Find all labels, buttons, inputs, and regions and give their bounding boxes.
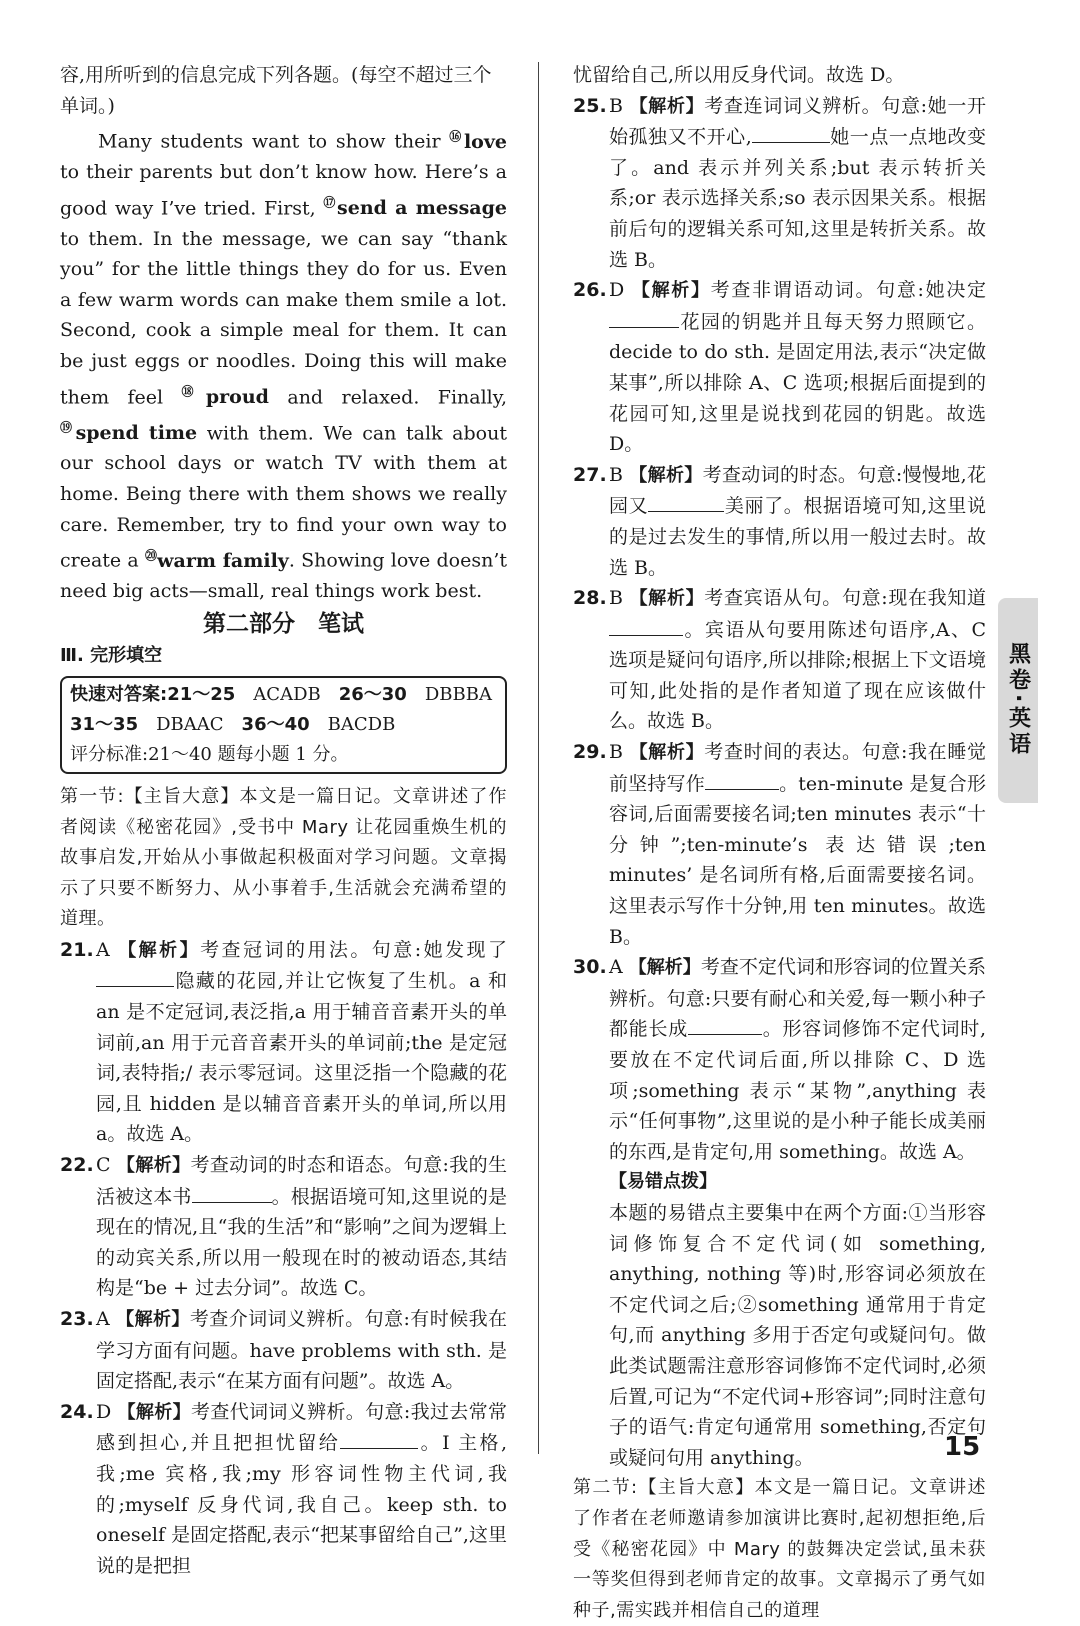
answer-blank [705,771,779,790]
error-tip-body: 本题的易错点主要集中在两个方面:①当形容词修饰复合不定代词(如 something, anything, nothing 等)时,形容词必须放在不定代词之后;②something 通常用于肯定句,而 anything 多用于否定句或疑问句。做此类试题需注意形容词修饰不定代词时,必须后置,可记为“不定代词+形容词”;同时注意句子的语气:肯定句通常用 something,否定句或疑问句用 anything。 [609,1201,986,1469]
column-divider [538,62,539,1454]
question-22: 22. C 【解析】考查动词的时态和语态。句意:我的生活被这本书 。根据语境可知,这里说的是现在的情况,且“我的生活”和“影响”之间为逻辑上的动宾关系,所以用一般现在时的被动语态,其结构是“be + 过去分词”。故选 C。 [60,1154,508,1300]
q24-continuation: 忧留给自己,所以用反身代词。故选 D。 [573,64,905,86]
listening-instruction: 容,用所听到的信息完成下列各题。(每空不超过三个 [60,64,492,86]
question-21: 21. A 【解析】考查冠词的用法。句意:她发现了隐藏的花园,并让它恢复了生机。a 和 an 是不定冠词,表泛指,a 用于辅音音素开头的单词前,an 用于元音音素开头的单词前;the 是定冠词,表特指;/ 表示零冠词。这里泛指一个隐藏的花园,且 hidden 是以辅音音素开头的单词,所以用 a。故选 A。 [60,938,508,1146]
question-30: 30. A 【解析】考查不定代词和形容词的位置关系辨析。句意:只要有耐心和关爱,每一颗小种子都能长成 。形容词修饰不定代词时,要放在不定代词后面,所以排除 C、D 选项;something 表示“某物”,anything 表示“任何事物”,这里说的是小种子能长成美丽的东西,是肯定句,用 something。故选 A。 【易错点拨】 本题的易错点主要集中在两个方面:①当形容词修饰复合不定代词(如 something, anything, nothing 等)时,形容词必须放在不定代词之后;②something 通常用于肯定句,而 anything 多用于否定句或疑问句。做此类试题需注意形容词修饰不定代词时,必须后置,可记为“不定代词+形容词”;同时注意句子的语气:肯定句通常用 something,否定句或疑问句用 anything。 [573,952,986,1473]
question-23: 23. A 【解析】考查介词词义辨析。句意:有时候我在学习方面有问题。have problems with sth. 是固定搭配,表示“在某方面有问题”。故选 A。 [60,1308,507,1393]
error-tip-title: 【易错点拨】 [609,1171,717,1193]
answer-row-2: 31～35 DBAAC 36～40 BACDB [70,713,396,735]
answer-blank [688,1016,762,1035]
listening-passage: Many students want to show their ⑯love to their parents but don’t know how. Here’s a good way I’ve tried. First, ⑰send a message to them. In the message, we can say “thank you” for the little things they do for us. Even a few warm words can make them smile a lot. Second, cook a simple meal for them. It can be just eggs or noodles. Doing this will make them feel ⑱proud and relaxed. Finally, ⑲spend time with them. We can talk about our school days or watch TV with them at home. Being there with them shows we really care. Remember, try to find your own way to create a ⑳warm family. Showing love doesn’t need big acts—small, real things work best. [60,129,507,603]
answer-blank [96,968,174,987]
subject-side-tab: 黑卷·英语 [998,598,1038,803]
answer-row-1: 快速对答案:21～25 ACADB 26～30 DBBBA [70,683,492,705]
section1-summary: 第一节:【主旨大意】本文是一篇日记。文章讲述了作者阅读《秘密花园》,受书中 Mary 让花园重焕生机的故事启发,开始从小事做起积极面对学习问题。文章揭示了只要不断努力、从小事着手,生活就会充满希望的道理。 [60,785,507,930]
question-26: 26. D 【解析】考查非谓语动词。句意:她决定花园的钥匙并且每天努力照顾它。decide to do sth. 是固定用法,表示“决定做某事”,所以排除 A、C 选项;根据后面提到的花园可知,这里是说找到花园的钥匙。故选 D。 [573,279,987,456]
answer-blank [609,309,679,328]
answer-blank [648,493,724,512]
answer-blank [752,124,830,143]
page-number: 15 [944,1432,981,1462]
right-column [573,60,986,1626]
answer-blank [340,1430,418,1449]
quick-answer-box [60,676,507,774]
left-column [60,60,507,1581]
question-28: 28. B 【解析】考查宾语从句。句意:现在我知道。宾语从句要用陈述句语序,A、C 选项是疑问句语序,所以排除;根据上下文语境可知,此处指的是作者知道了现在应该做什么。故选 B。 [573,587,987,733]
question-25: 25. B 【解析】考查连词词义辨析。句意:她一开始孤独又不开心, 她一点一点地改变了。and 表示并列关系;but 表示转折关系;or 表示选择关系;so 表示因果关系。根据前后句的逻辑关系可知,这里是转折关系。故选 B。 [573,94,987,271]
question-27: 27. B 【解析】考查动词的时态。句意:慢慢地,花园又 美丽了。根据语境可知,这里说的是过去发生的事情,所以用一般过去时。故选 B。 [573,463,987,579]
question-29: 29. B 【解析】考查时间的表达。句意:我在睡觉前坚持写作 。ten-minute 是复合形容词,后面需要接名词;ten minutes 表示“十分钟”;ten-minute’s 表达错误;ten minutes’ 是名词所有格,后面需要接名词。这里表示写作十分钟,用 ten minutes。故选 B。 [573,741,987,948]
section-title: Ⅲ. 完形填空 [60,645,163,667]
answer-blank [609,617,683,636]
scoring-standard: 评分标准:21～40 题每小题 1 分。 [70,743,349,765]
section2-summary: 第二节:【主旨大意】本文是一篇日记。文章讲述了作者在老师邀请参加演讲比赛时,起初想拒绝,后受《秘密花园》中 Mary 的鼓舞决定尝试,虽未获一等奖但得到老师肯定的故事。文章揭示了勇气如种子,需实践并相信自己的道理 [573,1477,986,1621]
part-title: 第二部分 笔试 [203,610,364,637]
listening-instruction-cont: 单词。) [60,94,115,117]
answer-blank [192,1184,272,1203]
question-24: 24. D 【解析】考查代词词义辨析。句意:我过去常常感到担心,并且把担忧留给 。I 主格,我;me 宾格,我;my 形容词性物主代词,我的;myself 反身代词,我自己。keep sth. to oneself 是固定搭配,表示“把某事留给自己”,这里说的是把担 [60,1400,508,1577]
